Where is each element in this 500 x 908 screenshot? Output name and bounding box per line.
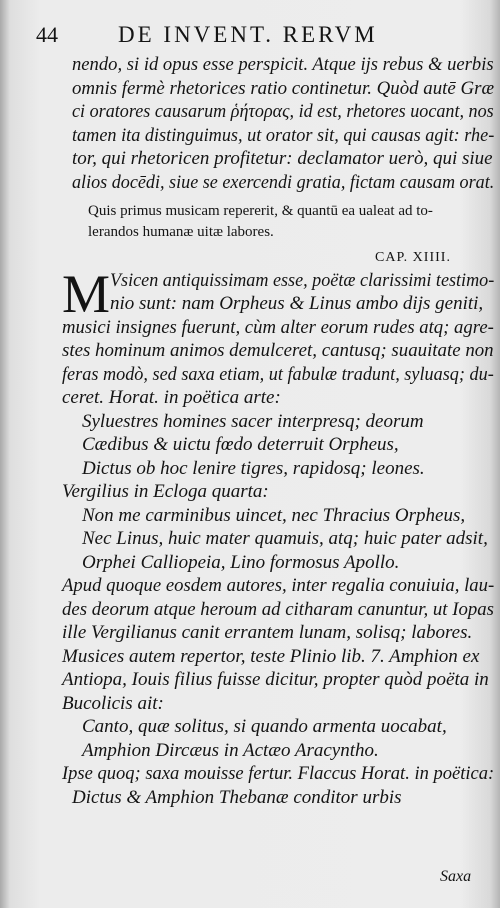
verse-line: Orphei Calliopeia, Lino formosus Apollo.: [82, 552, 400, 573]
text-line: ille Vergilianus canit errantem lunam, solisq; labores.: [62, 622, 473, 643]
text-line: musici insignes fuerunt, cùm alter eorum rudes atq; agre-: [62, 317, 494, 338]
text-line: ceret. Horat. in poëtica arte:: [62, 387, 281, 408]
text-line: nendo, si id opus esse perspicit. Atque ijs rebus & uerbis: [72, 54, 494, 75]
text-line: stes hominum animos demulceret, cantusq; suauitate non: [62, 340, 494, 361]
page-header: [36, 22, 476, 50]
chapter-label: CAP. XIIII.: [375, 250, 451, 265]
verse-line: Nec Linus, huic mater quamuis, atq; huic pater adsit,: [82, 528, 488, 549]
text-line: nio sunt: nam Orpheus & Linus ambo dijs geniti,: [110, 293, 484, 314]
text-line: Bucolicis ait:: [62, 693, 164, 714]
chapter-heading: lerandos humanæ uitæ labores.: [88, 224, 274, 240]
verse-line: Dictus ob hoc lenire tigres, rapidosq; leones.: [82, 458, 425, 479]
text-line: ci oratores causarum ῥήτορας, id est, rhetores uocant, nos: [72, 101, 494, 122]
chapter-heading: Quis primus musicam repererit, & quantū ea ualeat ad to-: [88, 203, 433, 219]
text-line: Antiopa, Iouis filius fuisse dicitur, propter quòd poëta in: [62, 669, 489, 690]
verse-line: Cædibus & uictu fœdo deterruit Orpheus,: [82, 434, 399, 455]
text-line: tamen ita distinguimus, ut orator sit, qui causas agit: rhe-: [72, 125, 495, 146]
text-line: des deorum atque heroum ad citharam canuntur, ut Iopas: [62, 599, 494, 620]
verse-line: Amphion Dircæus in Actæo Aracyntho.: [82, 740, 379, 761]
text-line: Vergilius in Ecloga quarta:: [62, 481, 269, 502]
text-line: feras modò, sed saxa etiam, ut fabulæ tradunt, syluasq; du-: [62, 364, 494, 385]
text-line: alios docēdi, siue se exercendi gratia, fictam causam orat.: [72, 172, 495, 193]
text-line: Apud quoque eosdem autores, inter regalia conuiuia, lau-: [62, 575, 495, 596]
text-line: omnis fermè rhetorices ratio continetur. Quòd autē Græ: [72, 78, 495, 99]
verse-line: Canto, quæ solitus, si quando armenta uocabat,: [82, 716, 447, 737]
catchword: Saxa: [440, 868, 472, 885]
verse-line: Syluestres homines sacer interpresq; deorum: [82, 411, 424, 432]
running-head: DE INVENT. RERVM: [118, 22, 378, 47]
verse-line: Dictus & Amphion Thebanæ conditor urbis: [72, 787, 402, 808]
verse-line: Non me carminibus uincet, nec Thracius Orpheus,: [82, 505, 466, 526]
text-line: tor, qui rhetoricen profitetur: declamator uerò, qui siue: [72, 148, 493, 169]
text-line: Musices autem repertor, teste Plinio lib. 7. Amphion ex: [62, 646, 480, 667]
page-number: 44: [36, 22, 58, 47]
drop-cap: M: [62, 264, 111, 324]
text-line: Ipse quoq; saxa mouisse fertur. Flaccus Horat. in poëtica:: [62, 763, 495, 784]
text-line: Vsicen antiquissimam esse, poëtæ clarissimi testimo-: [110, 270, 495, 291]
